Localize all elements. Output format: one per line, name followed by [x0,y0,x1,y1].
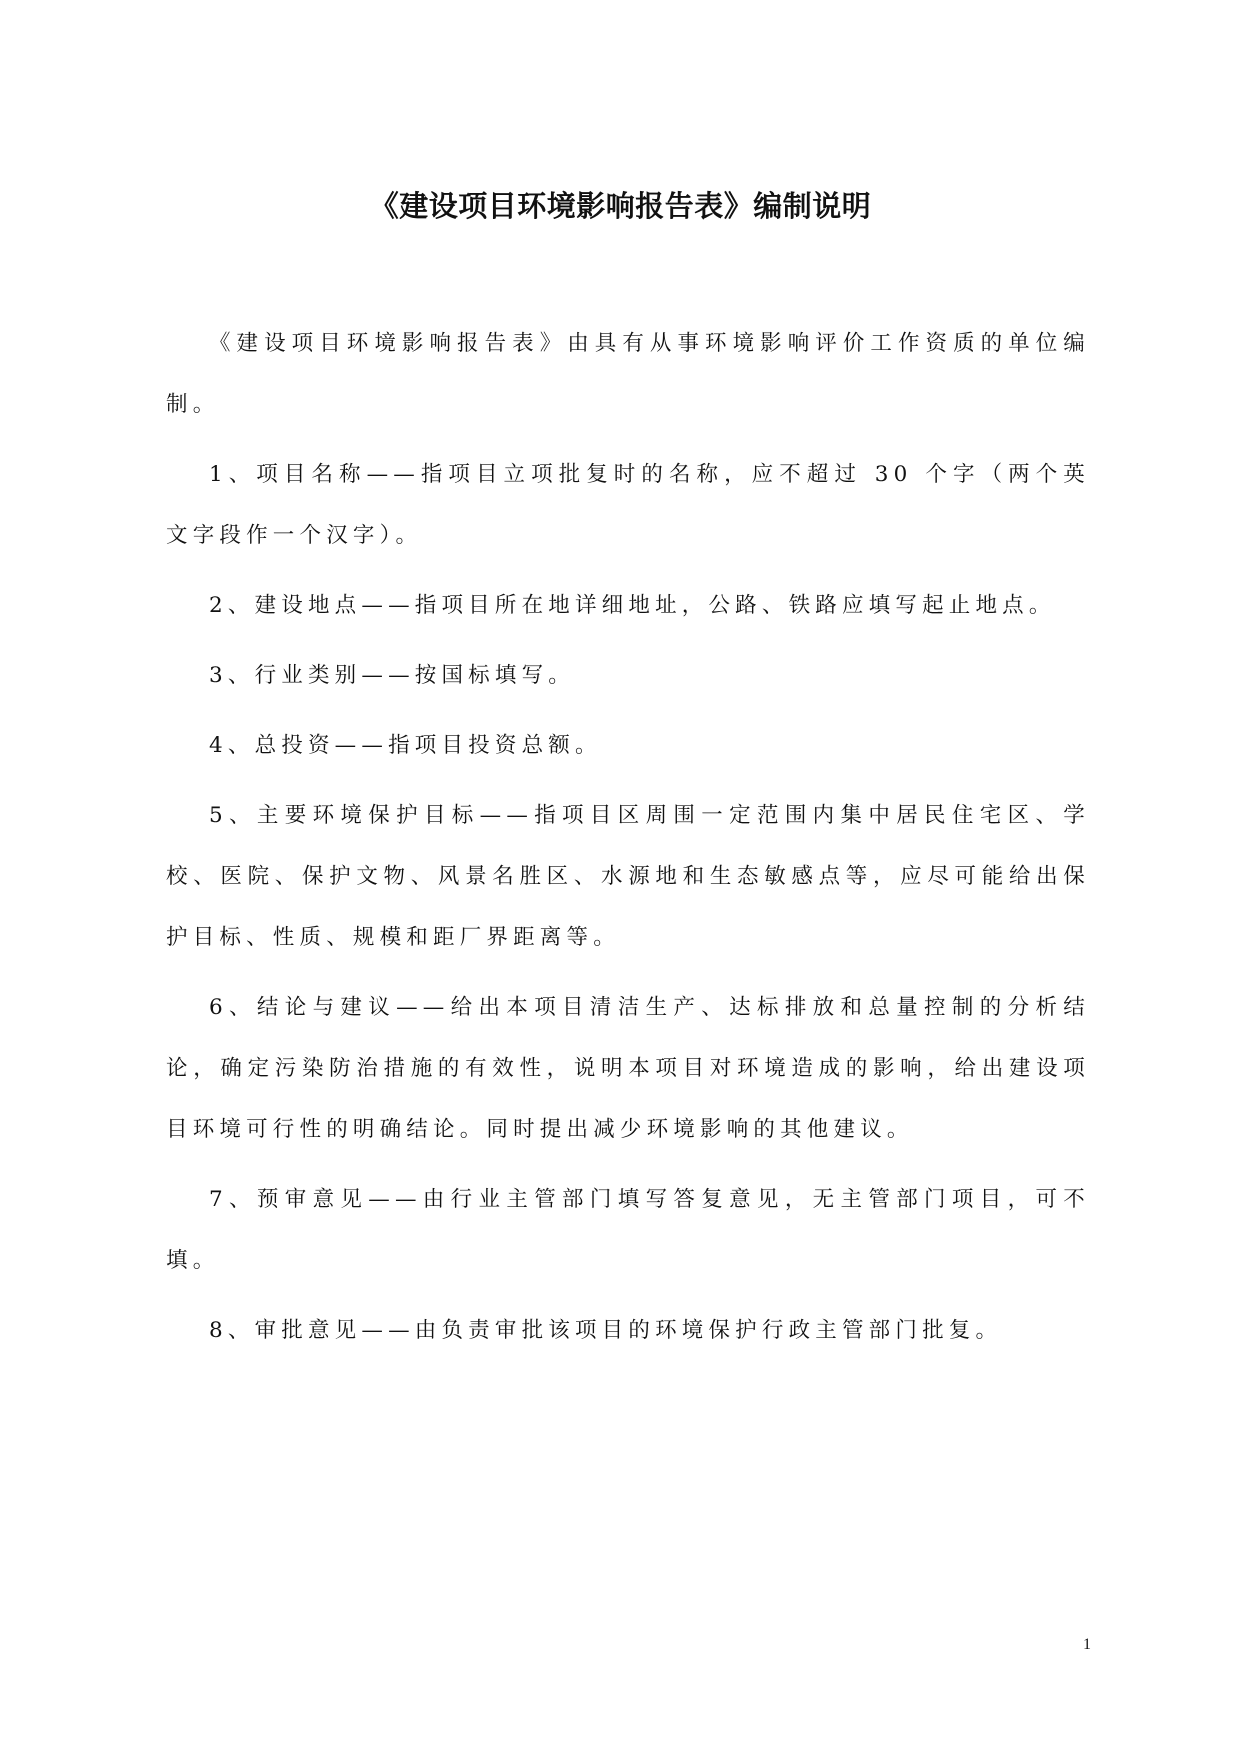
paragraph-item-1: 1、项目名称——指项目立项批复时的名称，应不超过 30 个字（两个英文字段作一个汉字）。 [166,462,1090,548]
page-number: 1 [1083,1636,1091,1653]
paragraph-intro: 《建设项目环境影响报告表》由具有从事环境影响评价工作资质的单位编制。 [166,331,1090,417]
paragraph-item-6: 6、结论与建议——给出本项目清洁生产、达标排放和总量控制的分析结论，确定污染防治措施的有效性，说明本项目对环境造成的影响，给出建设项目环境可行性的明确结论。同时提出减少环境影响的其他建议。 [166,995,1090,1142]
paragraph-item-8: 8、审批意见——由负责审批该项目的环境保护行政主管部门批复。 [209,1318,1003,1343]
paragraph-item-4: 4、总投资——指项目投资总额。 [209,733,602,758]
paragraph-item-5: 5、主要环境保护目标——指项目区周围一定范围内集中居民住宅区、学校、医院、保护文物、风景名胜区、水源地和生态敏感点等，应尽可能给出保护目标、性质、规模和距厂界距离等。 [166,803,1090,950]
paragraph-item-2: 2、建设地点——指项目所在地详细地址，公路、铁路应填写起止地点。 [209,593,1056,618]
document-title: 《建设项目环境影响报告表》编制说明 [369,189,872,223]
paragraph-item-3: 3、行业类别——按国标填写。 [209,663,575,688]
paragraph-item-7: 7、预审意见——由行业主管部门填写答复意见，无主管部门项目，可不填。 [166,1187,1090,1273]
document-body [166,313,1090,1370]
